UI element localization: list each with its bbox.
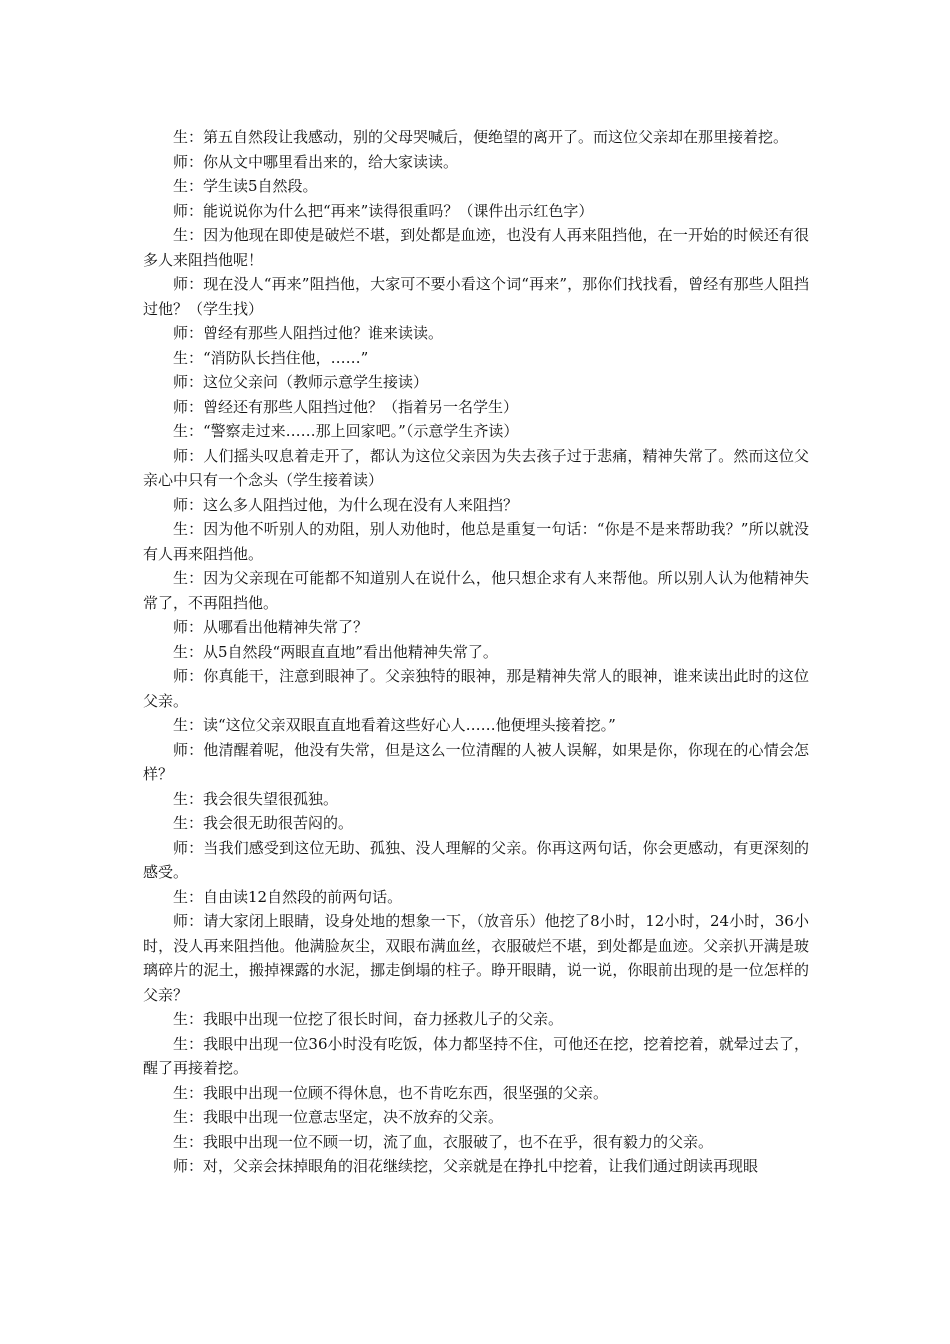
paragraph: 师：你真能干，注意到眼神了。父亲独特的眼神，那是精神失常人的眼神，谁来读出此时的这位父亲。 (143, 667, 809, 710)
paragraph: 生：我眼中出现一位意志坚定，决不放弃的父亲。 (173, 1108, 504, 1126)
paragraph: 师：人们摇头叹息着走开了，都认为这位父亲因为失去孩子过于悲痛，精神失常了。然而这位父亲心中只有一个念头（学生接着读） (143, 446, 809, 489)
paragraph: 生：我眼中出现一位挖了很长时间，奋力拯救儿子的父亲。 (173, 1010, 564, 1028)
paragraph: 生：第五自然段让我感动，别的父母哭喊后，便绝望的离开了。而这位父亲却在那里接着挖。 (173, 128, 789, 146)
paragraph: 师：现在没人“再来”阻挡他，大家可不要小看这个词“再来”，那你们找找看，曾经有那些人阻挡过他？（学生找） (143, 275, 809, 318)
paragraph: 生：因为他不听别人的劝阻，别人劝他时，他总是重复一句话：“你是不是来帮助我？”所以就没有人再来阻挡他。 (143, 520, 809, 563)
paragraph: 生：我会很失望很孤独。 (173, 789, 339, 808)
paragraph: 师：请大家闭上眼睛，设身处地的想象一下，（放音乐）他挖了8小时，12小时，24小时，36小时，没人再来阻挡他。他满脸灰尘，双眼布满血丝，衣服破烂不堪，到处都是血迹。父亲扒开满是玻璃碎片的泥土，搬掉裸露的水泥，挪走倒塌的柱子。睁开眼睛，说一说，你眼前出现的是一位怎样的父亲？ (143, 912, 809, 1004)
paragraph: 生：因为他现在即使是破烂不堪，到处都是血迹，也没有人再来阻挡他，在一开始的时候还有很多人来阻挡他呢！ (143, 226, 809, 269)
paragraph: 生：“消防队长挡住他，……” (173, 348, 369, 367)
paragraph: 生：自由读12自然段的前两句话。 (173, 887, 403, 906)
paragraph: 生：从5自然段“两眼直直地”看出他精神失常了。 (173, 642, 498, 661)
paragraph: 生：因为父亲现在可能都不知道别人在说什么，他只想企求有人来帮他。所以别人认为他精神失常了，不再阻挡他。 (143, 569, 809, 612)
paragraph: 师：能说说你为什么把“再来”读得很重吗？（课件出示红色字） (173, 201, 594, 220)
paragraph: 生：读“这位父亲双眼直直地看着这些好心人……他便埋头接着挖。” (173, 716, 616, 734)
paragraph: 生：我眼中出现一位顾不得休息，也不肯吃东西，很坚强的父亲。 (173, 1083, 609, 1102)
paragraph: 生：我会很无助很苦闷的。 (173, 814, 354, 832)
paragraph: 师：他清醒着呢，他没有失常，但是这么一位清醒的人被人误解，如果是你，你现在的心情会怎样？ (143, 740, 809, 783)
paragraph: 师：这位父亲问（教师示意学生接读） (173, 373, 429, 391)
paragraph: 师：当我们感受到这位无助、孤独、没人理解的父亲。你再这两句话，你会更感动，有更深刻的感受。 (143, 838, 809, 881)
paragraph: 师：曾经还有那些人阻挡过他？（指着另一名学生） (173, 397, 519, 416)
paragraph: 生：“警察走过来……那上回家吧。”（示意学生齐读） (173, 422, 519, 440)
paragraph: 生：我眼中出现一位36小时没有吃饭，体力都坚持不住，可他还在挖，挖着挖着，就晕过去了，醒了再接着挖。 (143, 1034, 809, 1077)
paragraph: 师：对，父亲会抹掉眼角的泪花继续挖，父亲就是在挣扎中挖着，让我们通过朗读再现眼 (173, 1157, 759, 1175)
paragraph: 师：你从文中哪里看出来的，给大家读读。 (173, 152, 459, 171)
paragraph: 师：从哪看出他精神失常了？ (173, 618, 369, 636)
document-body (143, 125, 809, 1179)
paragraph: 生：我眼中出现一位不顾一切，流了血，衣服破了，也不在乎，很有毅力的父亲。 (173, 1132, 714, 1151)
paragraph: 师：曾经有那些人阻挡过他？谁来读读。 (173, 324, 444, 342)
paragraph: 生：学生读5自然段。 (173, 177, 318, 195)
paragraph: 师：这么多人阻挡过他，为什么现在没有人来阻挡？ (173, 495, 519, 514)
